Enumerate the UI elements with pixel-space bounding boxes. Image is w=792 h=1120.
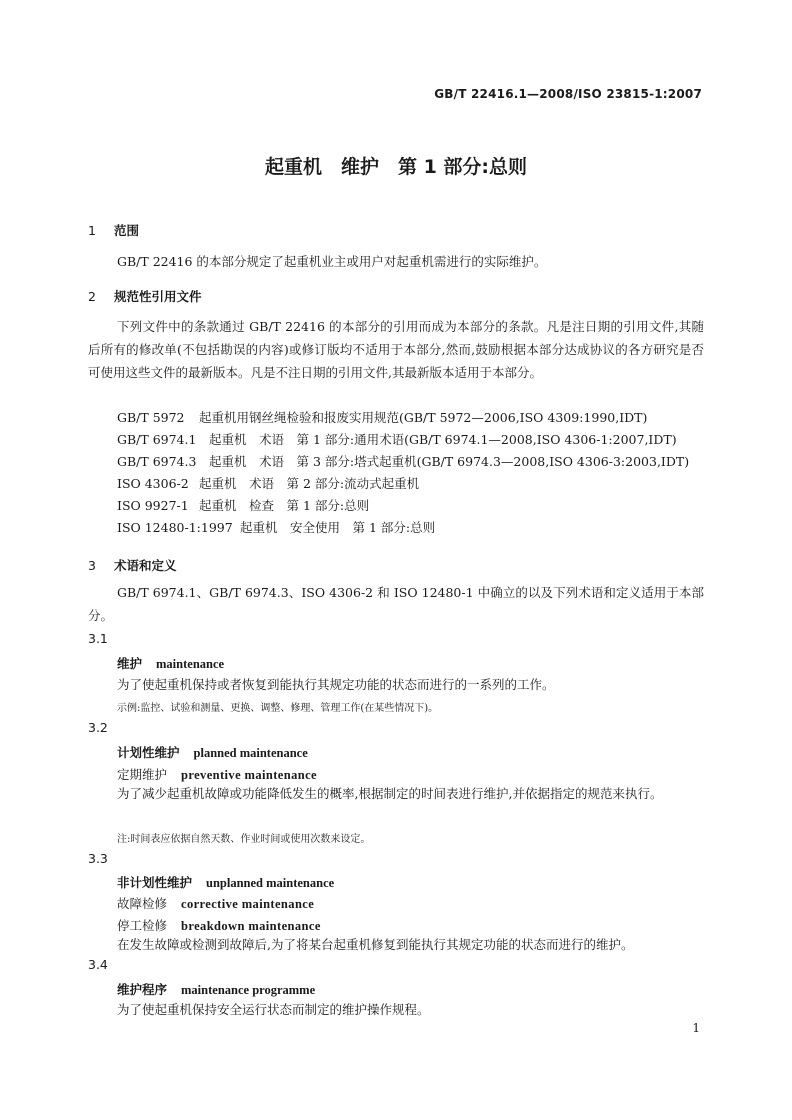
term-chinese: 维护程序 (117, 982, 168, 997)
term-synonym (117, 765, 317, 783)
synonym-chinese: 故障检修 (117, 896, 168, 911)
page-number: 1 (692, 1021, 700, 1035)
section-3-text: GB/T 6974.1、GB/T 6974.3、ISO 4306-2 和 ISO 12480-1 中确立的以及下列术语和定义适用于本部分。 (88, 585, 704, 623)
section-number: 3 (88, 558, 96, 573)
reference-code: ISO 9927-1 (117, 498, 189, 513)
term-chinese: 计划性维护 (117, 745, 180, 760)
reference-title: 起重机 术语 第 1 部分:通用术语(GB/T 6974.1—2008,ISO 4306-1:2007,IDT) (209, 432, 677, 447)
section-2-heading (88, 287, 202, 305)
reference-item (117, 408, 647, 426)
reference-code: ISO 12480-1:1997 (117, 520, 233, 535)
term-heading (117, 980, 315, 998)
term-definition: 为了减少起重机故障或功能降低发生的概率,根据制定的时间表进行维护,并依据指定的规范来执行。 (117, 786, 663, 801)
section-1-heading (88, 221, 139, 239)
synonym-english: corrective maintenance (181, 897, 315, 911)
synonym-english: preventive maintenance (181, 768, 317, 782)
reference-code: ISO 4306-2 (117, 476, 189, 491)
reference-title: 起重机 术语 第 2 部分:流动式起重机 (199, 476, 420, 491)
term-heading (117, 654, 224, 672)
term-definition: 在发生故障或检测到故障后,为了将某台起重机修复到能执行其规定功能的状态而进行的维护。 (117, 937, 634, 952)
section-1-text: GB/T 22416 的本部分规定了起重机业主或用户对起重机需进行的实际维护。 (117, 254, 547, 269)
term-english: maintenance (156, 657, 225, 671)
reference-code: GB/T 6974.3 (117, 454, 197, 469)
term-english: unplanned maintenance (206, 876, 335, 890)
term-english: planned maintenance (193, 746, 308, 760)
term-heading (117, 743, 308, 761)
section-title: 术语和定义 (114, 558, 177, 573)
term-note: 注:时间表应依据自然天数、作业时间或使用次数来设定。 (117, 834, 371, 845)
term-number: 3.3 (88, 851, 108, 866)
section-number: 1 (88, 223, 96, 238)
term-chinese: 非计划性维护 (117, 875, 193, 890)
reference-title: 起重机 术语 第 3 部分:塔式起重机(GB/T 6974.3—2008,ISO 4306-3:2003,IDT) (209, 454, 690, 469)
term-number: 3.4 (88, 957, 108, 972)
reference-item (117, 496, 369, 514)
reference-item (117, 518, 435, 536)
section-title: 范围 (114, 223, 140, 238)
reference-code: GB/T 5972 (117, 410, 185, 425)
document-title: 起重机 维护 第 1 部分:总则 (264, 156, 528, 178)
synonym-chinese: 定期维护 (117, 767, 168, 782)
standard-code: GB/T 22416.1—2008/ISO 23815-1:2007 (434, 87, 702, 101)
section-title: 规范性引用文件 (114, 289, 202, 304)
term-heading (117, 873, 334, 891)
term-number: 3.1 (88, 631, 108, 646)
term-definition: 为了使起重机保持安全运行状态而制定的维护操作规程。 (117, 1002, 430, 1017)
reference-title: 起重机 检查 第 1 部分:总则 (199, 498, 370, 513)
term-number: 3.2 (88, 720, 108, 735)
term-synonym (117, 894, 314, 912)
section-number: 2 (88, 289, 96, 304)
reference-title: 起重机用钢丝绳检验和报废实用规范(GB/T 5972—2006,ISO 4309:1990,IDT) (199, 410, 648, 425)
reference-title: 起重机 安全使用 第 1 部分:总则 (240, 520, 436, 535)
term-note: 示例:监控、试验和测量、更换、调整、修理、管理工作(在某些情况下)。 (117, 703, 439, 714)
term-definition: 为了使起重机保持或者恢复到能执行其规定功能的状态而进行的一系列的工作。 (117, 677, 555, 692)
synonym-english: breakdown maintenance (181, 919, 321, 933)
section-3-heading (88, 556, 177, 574)
reference-code: GB/T 6974.1 (117, 432, 197, 447)
reference-item (117, 430, 677, 448)
term-chinese: 维护 (117, 656, 143, 671)
reference-item (117, 474, 419, 492)
section-2-text: 下列文件中的条款通过 GB/T 22416 的本部分的引用而成为本部分的条款。凡是注日期的引用文件,其随后所有的修改单(不包括勘误的内容)或修订版均不适用于本部分,然而,鼓励根据本部分达成协议的各方研究是否可使用这些文件的最新版本。凡是不注日期的引用文件,其最新版本适用于本部分。 (88, 319, 704, 380)
synonym-chinese: 停工检修 (117, 918, 168, 933)
reference-item (117, 452, 689, 470)
term-synonym (117, 916, 321, 934)
term-english: maintenance programme (181, 983, 316, 997)
